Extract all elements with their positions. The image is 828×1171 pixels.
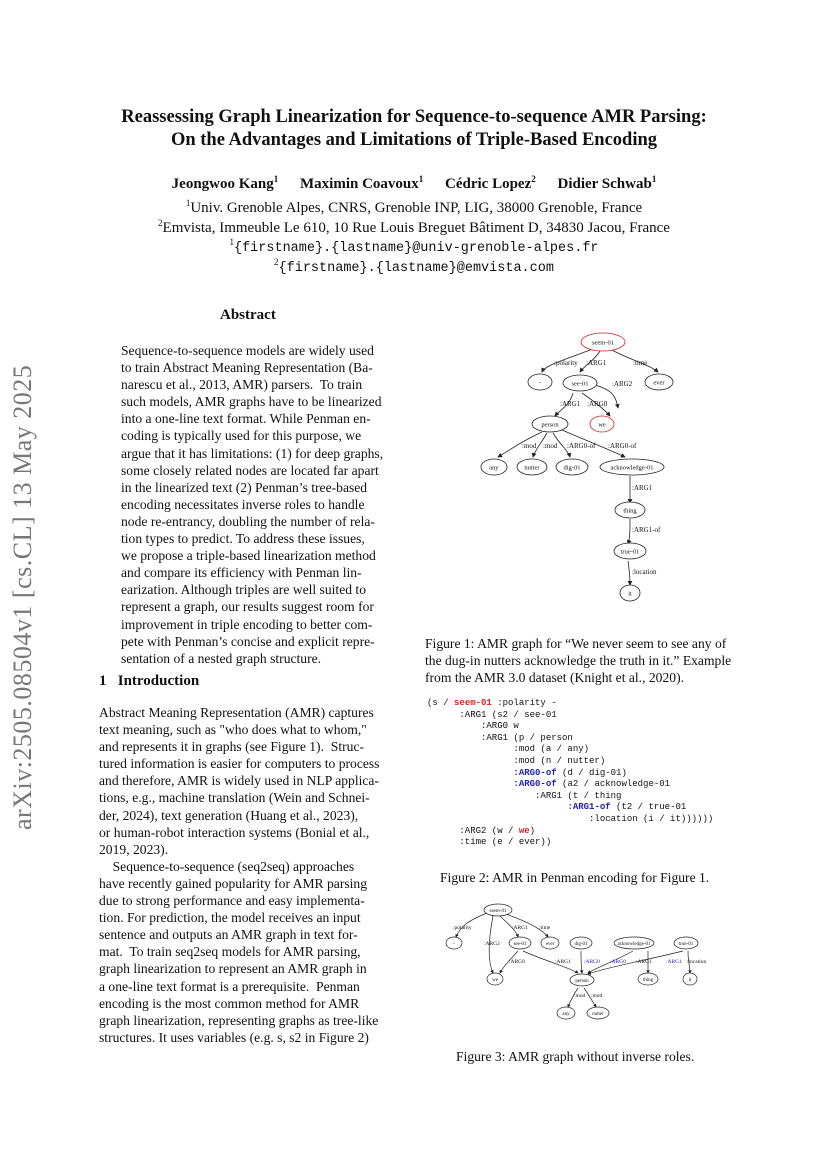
svg-text:seem-01: seem-01 (489, 909, 507, 914)
code-line: :ARG0 w (427, 721, 519, 732)
affiliation-2: $^2$Emvista, Immeuble Le 610, 10 Rue Louis Breguet Bâtiment D, 34830 Jacou, France (158, 218, 670, 236)
abstract-line: tion types to predict. To address these issues, (121, 531, 365, 547)
email-2: $^2${firstname}.{lastname}@emvista.com (274, 257, 554, 276)
svg-text::ARG1: :ARG1 (666, 959, 682, 965)
abstract-heading: Abstract (220, 307, 276, 323)
svg-text::time: :time (539, 925, 551, 931)
abstract-line: such models, AMR graphs have to be linearized (121, 394, 382, 410)
intro-line: der, 2024), text generation (Huang et al., 2023), (99, 807, 359, 823)
code-line: :ARG1 (t / thing (427, 790, 622, 801)
svg-text:acknowledge-01: acknowledge-01 (610, 464, 654, 472)
figure-3-amr-graph (438, 902, 710, 1022)
svg-text:-: - (538, 379, 542, 387)
intro-line: a one-line text format is a prerequisite. Penman (99, 978, 360, 994)
code-line: :ARG2 (w / we) (427, 825, 536, 836)
svg-text::mod: :mod (522, 442, 537, 450)
author: Didier Schwab$^1$ (557, 174, 657, 192)
svg-text::ARG1: :ARG1 (586, 359, 607, 367)
svg-text:nutter: nutter (524, 464, 540, 472)
author-list (0, 174, 828, 193)
svg-text:nutter: nutter (592, 1012, 604, 1017)
abstract-line: into a one-line text format. While Penman en- (121, 411, 371, 427)
intro-line: and represents it in graphs (see Figure 1). Struc- (99, 739, 365, 755)
intro-line: and therefore, AMR is widely used in NLP applica- (99, 773, 379, 789)
abstract-line: pete with Penman’s concise and explicit repre- (121, 633, 375, 649)
figure-2-penman-code (427, 698, 713, 849)
intro-line: have recently gained popularity for AMR parsing (99, 875, 368, 891)
intro-line: due to strong performance and easy implementa- (99, 893, 365, 909)
svg-text::mod: :mod (574, 993, 586, 999)
figure-2-caption: Figure 2: AMR in Penman encoding for Figure 1. (440, 870, 710, 885)
svg-text:any: any (562, 1012, 570, 1017)
intro-line: or human-robot interaction systems (Bonial et al., (99, 824, 370, 840)
intro-line: 2019, 2023). (99, 841, 169, 857)
svg-text:true-01: true-01 (678, 942, 694, 947)
svg-text:any: any (489, 464, 499, 472)
figure-1-amr-graph (470, 330, 700, 605)
svg-text:person: person (575, 979, 589, 984)
paper-title (0, 106, 828, 152)
abstract-line: encoding necessitates inverse roles to handle (121, 496, 365, 512)
svg-text:see-01: see-01 (513, 942, 527, 947)
abstract-body (121, 342, 384, 667)
svg-text:thing: thing (623, 507, 637, 515)
svg-text::mod: :mod (543, 442, 558, 450)
svg-text::ARG1: :ARG1 (512, 925, 528, 931)
svg-text::ARG1: :ARG1 (632, 484, 653, 492)
author: Maximin Coavoux$^1$ (300, 174, 424, 192)
abstract-line: we propose a triple-based linearization method (121, 548, 376, 564)
svg-text:ever: ever (653, 379, 665, 387)
svg-text:person: person (541, 421, 559, 429)
abstract-line: to train Abstract Meaning Representation (Ba- (121, 360, 373, 376)
arxiv-stamp: arXiv:2505.08504v1 [cs.CL] 13 May 2025 (8, 364, 37, 830)
svg-text:true-01: true-01 (620, 548, 640, 556)
code-line: :ARG0-of (a2 / acknowledge-01 (513, 779, 671, 790)
intro-line: graph linearization to represent an AMR graph in (99, 961, 367, 977)
svg-text:acknowledge-01: acknowledge-01 (617, 942, 651, 947)
intro-line: encoding is the most common method for AMR (99, 995, 360, 1011)
intro-line: tions, e.g., machine translation (Wein and Schnei- (99, 790, 370, 806)
intro-body (99, 704, 403, 1046)
svg-text:it: it (688, 978, 692, 983)
abstract-line: narescu et al., 2013, AMR) parsers. To train (121, 377, 363, 393)
svg-text:seem-01: seem-01 (591, 339, 615, 347)
svg-text::ARG1-of: :ARG1-of (632, 526, 661, 534)
affiliation-1: $^1$Univ. Grenoble Alpes, CNRS, Grenoble INP, LIG, 38000 Grenoble, France (185, 198, 643, 216)
abstract-line: coding is typically used for this purpose, we (121, 428, 362, 444)
svg-text:it: it (628, 590, 632, 598)
code-line: :ARG1 (p / person (427, 732, 573, 743)
svg-text::ARG1: :ARG1 (636, 959, 652, 965)
svg-text:thing: thing (642, 978, 654, 983)
svg-text:-: - (453, 942, 455, 947)
abstract-line: argue that it has limitations: (1) for deep graphs, (121, 445, 384, 461)
code-line: :ARG1 (s2 / see-01 (427, 709, 557, 720)
intro-line: Abstract Meaning Representation (AMR) captures (99, 705, 374, 720)
intro-line: tion. For prediction, the model receives an input (99, 910, 361, 926)
svg-text:see-01: see-01 (571, 380, 589, 388)
svg-text::ARG0: :ARG0 (584, 959, 600, 965)
intro-line: structures. It uses variables (e.g. s, s2 in Figure 2) (99, 1029, 369, 1045)
svg-text::ARG0: :ARG0 (587, 400, 608, 408)
abstract-line: sentation of a nested graph structure. (121, 650, 322, 666)
abstract-line: earization. Although triples are well suited to (121, 582, 366, 598)
svg-text::ARG0-of: :ARG0-of (608, 442, 637, 450)
intro-line: mat. To train seq2seq models for AMR parsing, (99, 944, 361, 960)
figure-3-caption: Figure 3: AMR graph without inverse roles. (456, 1049, 695, 1064)
svg-text:dig-01: dig-01 (563, 464, 581, 472)
intro-heading: 1 Introduction (99, 673, 200, 689)
abstract-line: improvement in triple encoding to better com- (121, 616, 373, 632)
svg-text:we: we (598, 421, 606, 429)
svg-text::ARG0-of: :ARG0-of (567, 442, 596, 450)
code-line: :time (e / ever)) (427, 837, 552, 848)
svg-text::ARG0: :ARG0 (610, 959, 626, 965)
title-line-2: On the Advantages and Limitations of Triple-Based Encoding (170, 130, 658, 150)
title-line-1: Reassessing Graph Linearization for Sequence-to-sequence AMR Parsing: (121, 107, 707, 127)
code-line: :ARG1-of (t2 / true-01 (567, 802, 687, 813)
intro-line: text meaning, such as "who does what to whom," (99, 722, 367, 738)
abstract-line: and compare its efficiency with Penman lin- (121, 565, 362, 581)
figure-1-caption: Figure 1: AMR graph for “We never seem to see any of the dug-in nutters acknowledge the truth in it.” Example from the AMR 3.0 dataset (Knight et al., 2020). (425, 636, 732, 686)
svg-text::location: :location (687, 959, 707, 965)
intro-line: graph linearization, representing graphs as tree-like (99, 1012, 379, 1028)
code-line: :mod (a / any) (427, 744, 590, 755)
svg-text::ARG0: :ARG0 (509, 959, 525, 965)
abstract-line: Sequence-to-sequence models are widely used (121, 343, 374, 358)
svg-text::polarity: :polarity (554, 359, 578, 367)
abstract-line: some closely related nodes are located far apart (121, 462, 379, 478)
svg-text::time: :time (633, 359, 648, 367)
svg-text:ever: ever (545, 942, 555, 947)
svg-text:dig-01: dig-01 (574, 942, 588, 947)
author: Jeongwoo Kang$^1$ (171, 174, 279, 192)
code-line: :ARG0-of (d / dig-01) (513, 767, 627, 778)
svg-text:we: we (492, 978, 498, 983)
abstract-line: node re-entrancy, doubling the number of rela- (121, 513, 375, 529)
svg-text::ARG2: :ARG2 (484, 941, 500, 947)
abstract-line: in the linearized text (2) Penman’s tree-based (121, 479, 368, 495)
email-1: $^1${firstname}.{lastname}@univ-grenoble-alpes.fr (229, 237, 599, 256)
intro-line: sentence and outputs an AMR graph in text for- (99, 927, 358, 943)
code-line: (s / seem-01 :polarity - (427, 698, 557, 708)
author: Cédric Lopez$^2$ (445, 174, 536, 192)
svg-text::ARG2: :ARG2 (612, 380, 633, 388)
abstract-line: represent a graph, our results suggest room for (121, 599, 374, 615)
svg-text::ARG1: :ARG1 (560, 400, 581, 408)
code-line: :mod (n / nutter) (427, 755, 606, 766)
svg-text::location: :location (632, 568, 657, 576)
code-line: :location (i / it)))))) (427, 813, 714, 824)
intro-line: tured information is easier for computers to process (99, 756, 380, 772)
svg-text::polarity: :polarity (453, 925, 472, 931)
svg-text::mod: :mod (591, 993, 603, 999)
intro-line: Sequence-to-sequence (seq2seq) approaches (99, 858, 355, 874)
svg-text::ARG1: :ARG1 (555, 959, 571, 965)
